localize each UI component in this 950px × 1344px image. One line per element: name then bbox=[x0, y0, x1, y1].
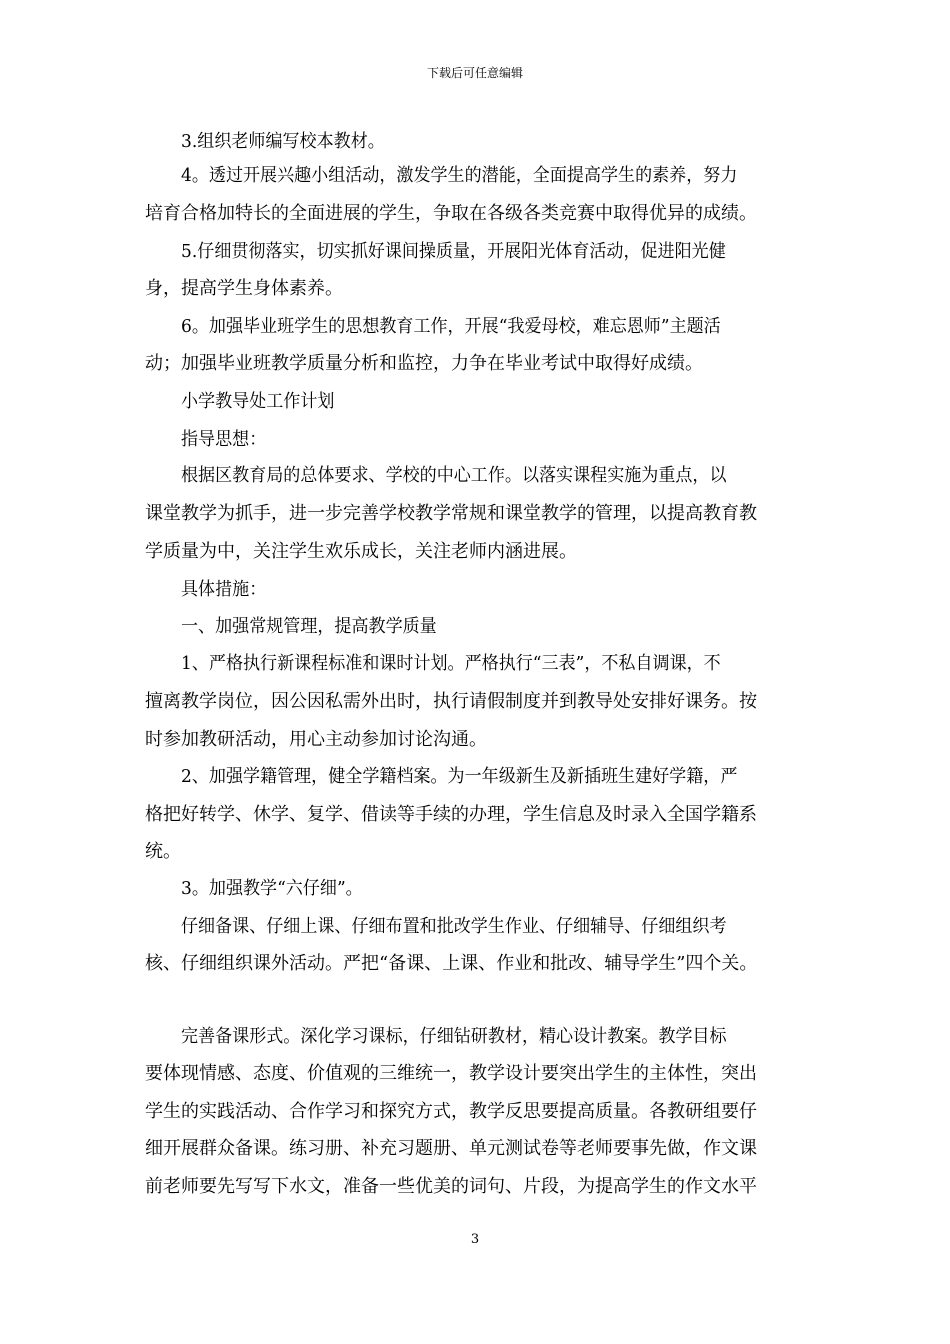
paragraph-line: 1、严格执行新课程标准和课时计划。严格执行“三表”，不私自调课，不 bbox=[181, 653, 721, 674]
page-header: 下载后可任意编辑 bbox=[426, 66, 523, 80]
paragraph-line: 5.仔细贯彻落实，切实抓好课间操质量，开展阳光体育活动，促进阳光健 bbox=[181, 241, 726, 262]
paragraph-line: 擅离教学岗位，因公因私需外出时，执行请假制度并到教导处安排好课务。按 bbox=[145, 691, 757, 712]
paragraph-line: 完善备课形式。深化学习课标，仔细钻研教材，精心设计教案。教学目标 bbox=[181, 1026, 727, 1047]
paragraph-line: 学质量为中，关注学生欢乐成长，关注老师内涵进展。 bbox=[145, 541, 577, 562]
paragraph-line: 要体现情感、态度、价值观的三维统一，教学设计要突出学生的主体性，突出 bbox=[145, 1063, 757, 1084]
paragraph-line: 3.组织老师编写校本教材。 bbox=[181, 131, 385, 152]
paragraph-line: 具体措施： bbox=[181, 579, 267, 600]
paragraph-line: 4。透过开展兴趣小组活动，激发学生的潜能，全面提高学生的素养，努力 bbox=[181, 165, 738, 186]
paragraph-line: 指导思想： bbox=[181, 429, 267, 450]
paragraph-line: 培育合格加特长的全面进展的学生，争取在各级各类竞赛中取得优异的成绩。 bbox=[145, 203, 757, 224]
page-number: 3 bbox=[470, 1232, 480, 1247]
paragraph-line: 课堂教学为抓手，进一步完善学校教学常规和课堂教学的管理，以提高教育教 bbox=[145, 503, 757, 524]
paragraph-line: 根据区教育局的总体要求、学校的中心工作。以落实课程实施为重点，以 bbox=[181, 465, 727, 486]
paragraph-line: 3。加强教学“六仔细”。 bbox=[181, 878, 363, 899]
paragraph-line: 2、加强学籍管理，健全学籍档案。为一年级新生及新插班生建好学籍，严 bbox=[181, 766, 738, 787]
section-title: 小学教导处工作计划 bbox=[181, 391, 335, 412]
paragraph-line: 学生的实践活动、合作学习和探究方式，教学反思要提高质量。各教研组要仔 bbox=[145, 1101, 757, 1122]
paragraph-line: 前老师要先写写下水文，准备一些优美的词句、片段，为提高学生的作文水平 bbox=[145, 1176, 757, 1197]
paragraph-line: 6。加强毕业班学生的思想教育工作，开展“我爱母校，难忘恩师”主题活 bbox=[181, 316, 721, 337]
paragraph-line: 身，提高学生身体素养。 bbox=[145, 278, 343, 299]
paragraph-line: 时参加教研活动，用心主动参加讨论沟通。 bbox=[145, 729, 487, 750]
paragraph-line: 格把好转学、休学、复学、借读等手续的办理，学生信息及时录入全国学籍系 bbox=[145, 804, 757, 825]
paragraph-line: 统。 bbox=[145, 841, 181, 862]
paragraph-line: 动；加强毕业班教学质量分析和监控，力争在毕业考试中取得好成绩。 bbox=[145, 353, 703, 374]
paragraph-line: 仔细备课、仔细上课、仔细布置和批改学生作业、仔细辅导、仔细组织考 bbox=[181, 916, 727, 937]
paragraph-line: 核、仔细组织课外活动。严把“备课、上课、作业和批改、辅导学生”四个关。 bbox=[145, 953, 758, 974]
paragraph-line: 细开展群众备课。练习册、补充习题册、单元测试卷等老师要事先做，作文课 bbox=[145, 1138, 757, 1159]
paragraph-line: 一、加强常规管理，提高教学质量 bbox=[181, 616, 437, 637]
